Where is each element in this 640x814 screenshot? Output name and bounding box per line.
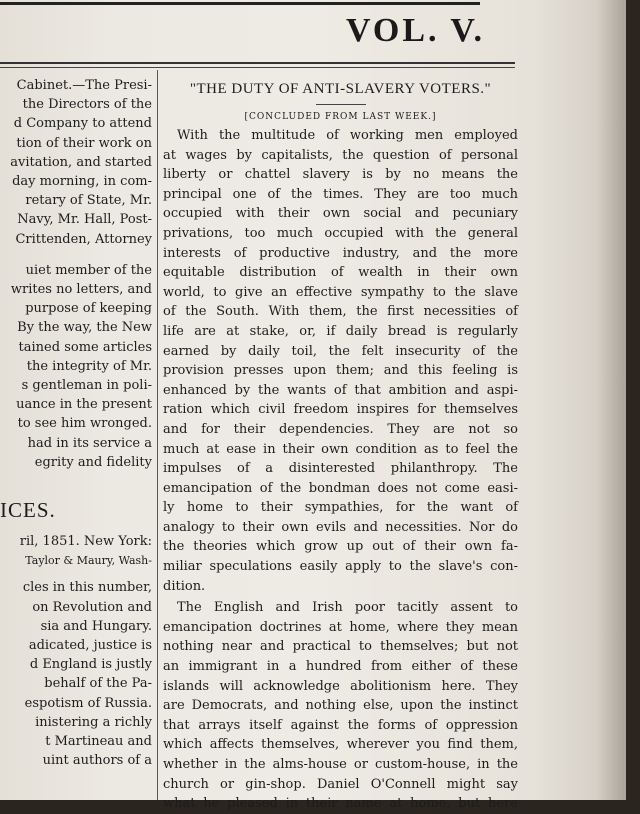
text-line: nothing near and practical to themselves; but not bbox=[163, 639, 518, 655]
text-line: islands will acknowledge abolitionism here. They bbox=[163, 678, 518, 694]
left-block-cabinet bbox=[0, 76, 152, 249]
text-line: With the multitude of working men employed bbox=[177, 128, 518, 143]
left-block-dateline bbox=[0, 532, 152, 570]
text-line: interests of productive industry, and the more bbox=[163, 245, 518, 261]
text-line: behalf of the Pa- bbox=[44, 676, 152, 692]
text-line: cles in this number, bbox=[22, 580, 152, 596]
text-line: the theories which grow up out of their own fa- bbox=[163, 539, 518, 555]
text-line: day morning, in com- bbox=[12, 174, 152, 190]
text-line: miliar speculations easily apply to the slave's con- bbox=[163, 559, 518, 575]
column-divider bbox=[157, 70, 158, 800]
text-line: emancipation of the bondman does not come easi- bbox=[163, 480, 518, 496]
text-line: an immigrant in a hundred from either of these bbox=[163, 659, 518, 675]
text-line: By the way, the New bbox=[17, 320, 152, 336]
text-line: The English and Irish poor tacitly assent to bbox=[177, 600, 518, 616]
article-paragraph-2 bbox=[163, 598, 518, 814]
text-line: writes no letters, and bbox=[10, 282, 152, 298]
text-line: t Martineau and bbox=[45, 734, 152, 750]
text-line: adicated, justice is bbox=[28, 638, 152, 654]
text-line: d Company to attend bbox=[13, 116, 152, 132]
text-line: Cabinet.—The Presi- bbox=[16, 78, 152, 93]
text-line: on Revolution and bbox=[32, 599, 152, 615]
text-line: avitation, and started bbox=[10, 154, 152, 170]
text-line: Crittenden, Attorney bbox=[15, 231, 152, 247]
left-block-editorial bbox=[0, 261, 152, 472]
text-line: are Democrats, and nothing else, upon the instinct bbox=[163, 698, 518, 714]
text-line: egrity and fidelity bbox=[34, 454, 152, 470]
left-column bbox=[0, 76, 152, 771]
text-line: ration which civil freedom inspires for themselves bbox=[163, 402, 518, 418]
page-edge-shadow bbox=[596, 0, 626, 800]
article-title: "THE DUTY OF ANTI-SLAVERY VOTERS." bbox=[189, 81, 492, 97]
text-line: sia and Hungary. bbox=[40, 618, 152, 634]
notices-heading: ICES. bbox=[0, 498, 56, 523]
text-line: s gentleman in poli- bbox=[21, 378, 152, 394]
text-line: of the South. With them, the first necessities of bbox=[163, 304, 518, 320]
text-line: Navy, Mr. Hall, Post- bbox=[17, 212, 152, 228]
text-line: privations, too much occupied with the general bbox=[163, 225, 518, 241]
text-line: dition. bbox=[163, 578, 206, 594]
text-line: provision presses upon them; and this feeling is bbox=[163, 363, 518, 379]
text-line: much at ease in their own condition as to feel the bbox=[163, 441, 518, 457]
text-line: liberty or chattel slavery is by no means the bbox=[163, 167, 518, 183]
text-line: analogy to their own evils and necessities. Nor do bbox=[163, 519, 518, 535]
masthead-rule-thin bbox=[0, 67, 515, 68]
text-line: that arrays itself against the forms of oppression bbox=[163, 717, 518, 733]
text-line: occupied with their own social and pecuniary bbox=[163, 206, 518, 222]
text-line: had in its service a bbox=[27, 435, 152, 451]
text-line: life are at stake, or, if daily bread is regularly bbox=[163, 323, 518, 339]
article-column bbox=[163, 76, 518, 814]
concluded-note: [CONCLUDED FROM LAST WEEK.] bbox=[244, 112, 437, 122]
text-line: uint authors of a bbox=[42, 753, 152, 769]
text-line: ly home to their sympathies, for the want of bbox=[163, 500, 518, 516]
volume-number: VOL. V. bbox=[346, 12, 486, 49]
text-line: Taylor & Maury, Wash- bbox=[25, 554, 152, 568]
left-block-review bbox=[0, 578, 152, 770]
text-line: uiet member of the bbox=[25, 262, 152, 278]
text-line: whether in the alms-house or custom-house, in the bbox=[163, 757, 518, 772]
text-line: tained some articles bbox=[18, 339, 152, 355]
text-line: ril, 1851. New York: bbox=[19, 534, 152, 550]
text-line: which affects themselves, wherever you find them, bbox=[163, 737, 518, 753]
article-paragraph-1 bbox=[163, 126, 518, 596]
masthead-rule bbox=[0, 62, 515, 64]
text-line: at wages by capitalists, the question of personal bbox=[163, 147, 518, 163]
text-line: espotism of Russia. bbox=[24, 695, 152, 711]
text-line: the integrity of Mr. bbox=[26, 358, 152, 374]
text-line: and for their dependencies. They are not so bbox=[163, 421, 518, 437]
text-line: retary of State, Mr. bbox=[25, 193, 152, 209]
text-line: inistering a richly bbox=[35, 714, 152, 730]
text-line: d England is justly bbox=[29, 657, 152, 673]
text-line: the Directors of the bbox=[22, 97, 152, 113]
text-line: church or gin-shop. Daniel O'Connell might say bbox=[163, 776, 518, 792]
top-rule bbox=[0, 2, 480, 5]
text-line: to see him wronged. bbox=[17, 416, 152, 432]
title-rule bbox=[316, 104, 366, 105]
text-line: world, to give an effective sympathy to the slave bbox=[163, 284, 518, 300]
text-line: purpose of keeping bbox=[25, 301, 152, 317]
text-line: enhanced by the wants of that ambition and aspi- bbox=[163, 382, 518, 398]
text-line: impulses of a disinterested philanthropy. The bbox=[163, 461, 518, 477]
text-line: what he pleased in their name at home, but here bbox=[163, 796, 518, 812]
text-line: uance in the present bbox=[16, 397, 152, 413]
text-line: earned by daily toil, the felt insecurity of the bbox=[163, 343, 518, 359]
text-line: equitable distribution of wealth in their own bbox=[163, 265, 518, 281]
text-line: principal one of the times. They are too much bbox=[163, 186, 518, 202]
text-line: tion of their work on bbox=[16, 135, 152, 151]
text-line: emancipation doctrines at home, where they mean bbox=[163, 619, 518, 635]
